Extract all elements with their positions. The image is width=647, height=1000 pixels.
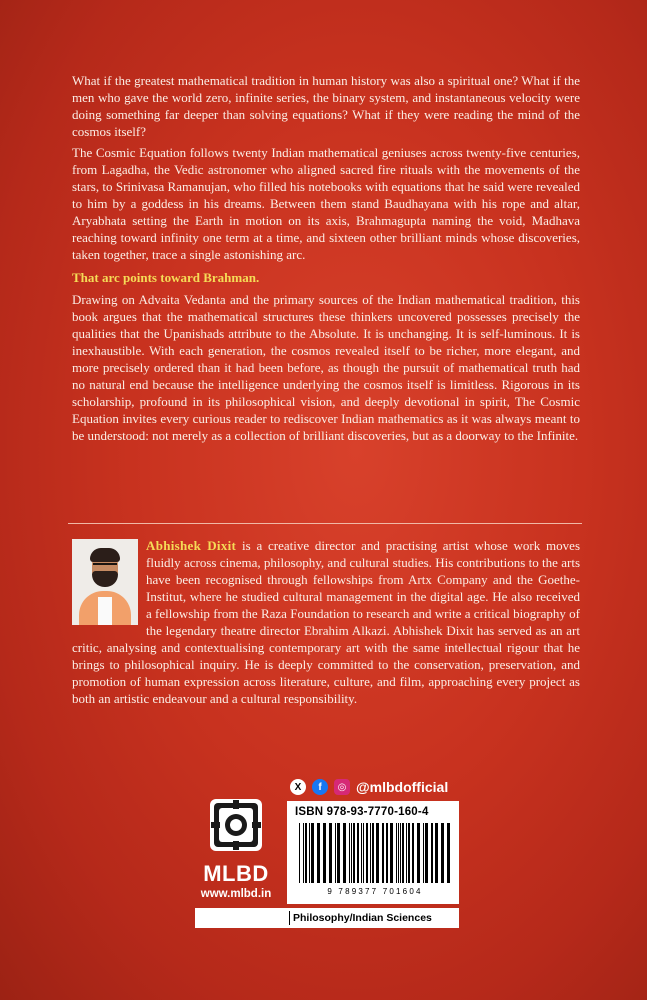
- category-divider: [289, 911, 290, 925]
- publisher-name: MLBD: [203, 861, 269, 886]
- author-name: Abhishek Dixit: [146, 538, 237, 553]
- publisher-url: www.mlbd.in: [200, 888, 272, 900]
- social-handles: [290, 778, 448, 796]
- section-divider: [68, 523, 582, 524]
- barcode-box: [287, 801, 459, 904]
- barcode-digits: 9 789377 701604: [327, 887, 423, 896]
- social-handle: @mlbdofficial: [356, 779, 449, 795]
- isbn-label: ISBN 978-93-7770-160-4: [295, 806, 429, 818]
- instagram-icon: ◎: [334, 779, 350, 795]
- category-label: Philosophy/Indian Sciences: [293, 912, 432, 924]
- blurb-paragraph-2: The Cosmic Equation follows twenty Indian mathematical geniuses across twenty-five centuries, from Lagadha, the Vedic astronomer who aligned sacred fire rituals with the movements of the stars, to Srinivasa Ramanujan, who filled his notebooks with equations that he said were revealed to him by a goddess in his dreams. Between them stand Baudhayana with his rope and altar, Aryabhata setting the Earth in motion on its axis, Brahmagupta naming the void, Madhava reaching toward infinity one term at a time, and sixteen other brilliant minds whose discoveries, taken together, trace a single astonishing arc.: [72, 145, 580, 262]
- facebook-icon: f: [312, 779, 328, 795]
- x-icon: X: [290, 779, 306, 795]
- author-bio: is a creative director and practising artist whose work moves fluidly across cinema, philosophy, and cultural studies. His contributions to the arts have been recognised through fellowships from Artx Company and the Goethe-Institut, where he studied cultural management in the digital age. He also received a fellowship from the Raza Foundation to research and write a critical biography of the legendary theatre director Ebrahim Alkazi. Abhishek Dixit has served as an art critic, analysing and contextualising contemporary art with the same intellectual rigour that he brings to philosophical inquiry. He is deeply committed to the conservation, preservation, and promotion of human expression across literature, culture, and film, approaching every project as both an artistic endeavour and a cultural responsibility.: [72, 538, 580, 706]
- barcode-graphic: [297, 823, 453, 885]
- back-cover-blurb: [72, 72, 580, 448]
- blurb-highlight: That arc points toward Brahman.: [72, 270, 260, 285]
- author-photo: [72, 539, 138, 625]
- author-bio-section: [72, 537, 580, 707]
- publisher-emblem-icon: [208, 797, 264, 853]
- blurb-paragraph-3: Drawing on Advaita Vedanta and the primary sources of the Indian mathematical tradition, this book argues that the mathematical structures these thinkers uncovered possesses precisely the qualities that the Upanishads attribute to the Absolute. It is unchanging. It is self-luminous. It is inexhaustible. With each generation, the cosmos revealed itself to be richer, more elegant, and more precisely ordered than it had been before, as though the pursuit of mathematical truth had no natural end because the intelligence underlying the cosmos itself is limitless. Rigorous in its scholarship, profound in its philosophical vision, and deeply devotional in spirit, The Cosmic Equation invites every curious reader to rediscover Indian mathematics as it was always meant to be understood: not merely as a collection of brilliant discoveries, but as a doorway to the Infinite.: [72, 292, 580, 443]
- blurb-paragraph-1: What if the greatest mathematical tradition in human history was also a spiritual one? What if the men who gave the world zero, infinite series, the binary system, and instantaneous velocity were doing something far deeper than solving equations? What if they were reading the mind of the cosmos itself?: [72, 73, 580, 139]
- publisher-logo: [196, 797, 276, 907]
- category-strip: [195, 908, 459, 928]
